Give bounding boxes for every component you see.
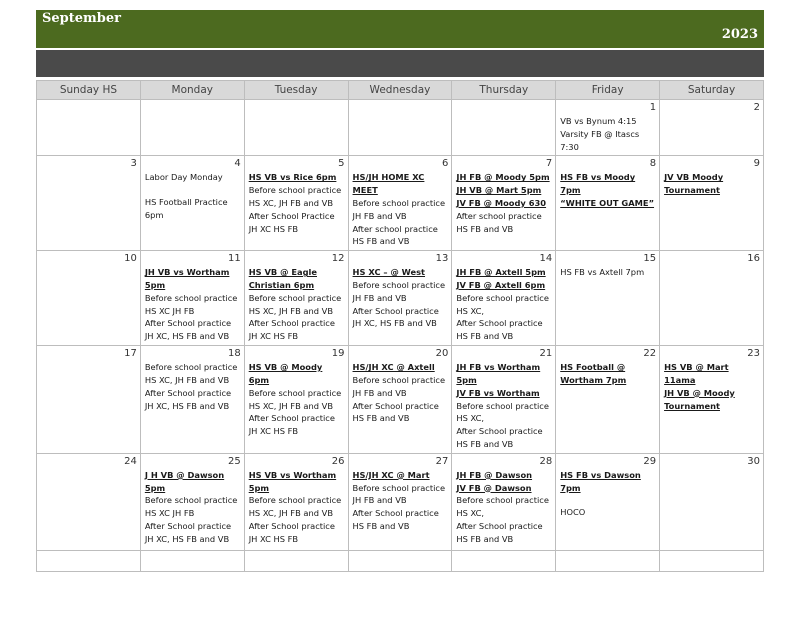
event-text: HS XC – @ West <box>352 267 426 278</box>
event-text: JH XC HS FB <box>248 223 299 234</box>
event-text: HS FB and VB <box>352 413 410 424</box>
event-text: After school practice <box>352 223 438 234</box>
event-text: JH FB and VB <box>352 210 407 221</box>
day-number: 25 <box>227 455 241 467</box>
event-text: Before school practice <box>144 495 238 506</box>
event-text: JH VB vs Wortham 5pm <box>144 267 230 290</box>
event-text: Before school practice <box>352 374 446 385</box>
day-number: 3 <box>130 158 137 170</box>
day-number: 9 <box>753 158 760 170</box>
day-cell <box>556 251 660 346</box>
day-cell <box>348 346 452 454</box>
year-title: 2023 <box>721 27 758 42</box>
event-text: HS XC, JH FB and VB <box>248 305 334 316</box>
event-text: JH XC HS FB <box>248 331 299 342</box>
event-text: JH FB and VB <box>352 387 407 398</box>
event-text: After School practice <box>456 520 543 531</box>
event-text: HS XC, <box>456 508 485 519</box>
week-row <box>37 100 764 156</box>
calendar-sub-band <box>36 50 764 77</box>
day-number: 12 <box>331 253 345 265</box>
day-number: 22 <box>643 348 657 360</box>
event-text: Before school practice <box>456 400 549 411</box>
weekday-header: Sunday HS <box>37 81 141 100</box>
event-text: Before school practice <box>144 362 238 373</box>
day-cell <box>244 100 348 156</box>
event-text: HS VB @ Mart 11ama <box>664 362 729 385</box>
event-text: JH FB @ Axtell 5pm <box>456 267 546 278</box>
day-cell <box>244 550 348 571</box>
event-text: HS VB vs Wortham 5pm <box>248 469 337 493</box>
event-text: HS VB @ Eagle Christian 6pm <box>248 267 317 290</box>
day-cell <box>452 100 556 156</box>
event-text: JH FB @ Moody 5pm <box>456 172 550 183</box>
event-text: Before school practice <box>144 292 238 303</box>
day-cell <box>140 100 244 156</box>
event-text: Before school practice <box>248 185 342 196</box>
event-text: JH FB and VB <box>352 292 407 303</box>
event-text: HOCO <box>560 507 586 518</box>
day-number: 1 <box>649 102 657 113</box>
event-text: JH FB vs Wortham 5pm <box>456 362 541 385</box>
event-text: HS VB vs Rice 6pm <box>248 172 337 183</box>
event-text: After School practice <box>352 508 439 519</box>
day-number: 14 <box>539 253 553 265</box>
event-text: HS XC, JH FB and VB <box>144 374 230 385</box>
event-text: HS/JH XC @ Mart <box>352 469 430 480</box>
event-text: JH FB @ Dawson <box>456 469 533 480</box>
event-text: JH XC, HS FB and VB <box>144 400 230 411</box>
event-text: Before school practice <box>352 197 446 208</box>
day-cell <box>556 550 660 571</box>
calendar-header-band <box>36 10 764 48</box>
week-row <box>37 346 764 454</box>
calendar-grid <box>36 80 764 572</box>
event-text: HS FB and VB <box>352 520 410 531</box>
event-text: HS FB vs Dawson 7pm <box>560 469 641 493</box>
day-cell <box>37 156 141 251</box>
event-text: HS XC, JH FB and VB <box>248 400 334 411</box>
event-text: After School practice <box>144 387 232 398</box>
day-cell <box>244 346 348 454</box>
day-number: 8 <box>649 158 657 170</box>
day-number <box>456 553 552 565</box>
event-text: HS FB and VB <box>456 223 514 234</box>
day-number: 27 <box>435 455 449 467</box>
event-text: After School practice <box>456 318 543 329</box>
weekday-header: Friday <box>556 81 660 100</box>
event-text: After School Practice <box>248 210 335 221</box>
event-text: JV FB vs Wortham <box>456 387 540 398</box>
day-cell <box>452 453 556 550</box>
day-number: 2 <box>753 102 760 113</box>
event-text: HS FB and VB <box>456 331 514 342</box>
day-number: 13 <box>435 253 449 265</box>
week-row <box>37 156 764 251</box>
day-cell <box>556 100 660 156</box>
day-cell <box>140 453 244 550</box>
event-text: HS XC, <box>456 305 485 316</box>
event-text: JV VB Moody Tournament <box>664 172 724 196</box>
event-text: VB vs Bynum 4:15 <box>560 116 637 126</box>
day-number <box>145 553 241 565</box>
event-text: JV FB @ Axtell 6pm <box>456 279 546 290</box>
day-cell <box>348 550 452 571</box>
event-text: Before school practice <box>456 495 549 506</box>
event-text: Before school practice <box>248 292 342 303</box>
day-cell <box>660 346 764 454</box>
event-text: After School practice <box>248 413 335 424</box>
day-cell <box>556 346 660 454</box>
day-number: 20 <box>435 348 449 360</box>
day-number <box>145 102 241 114</box>
day-number: 5 <box>338 158 345 170</box>
day-number <box>249 553 345 565</box>
day-number: 18 <box>227 348 241 360</box>
event-text: JV FB @ Moody 630 <box>456 197 547 208</box>
weekday-header: Tuesday <box>244 81 348 100</box>
event-text: JH XC, HS FB and VB <box>352 318 437 329</box>
day-number <box>41 102 137 114</box>
event-text: After School practice <box>352 305 439 316</box>
day-number: 23 <box>747 348 760 360</box>
day-number <box>456 102 552 114</box>
month-title: September <box>42 11 121 26</box>
day-cell <box>348 100 452 156</box>
day-cell <box>348 453 452 550</box>
weekday-header-row <box>37 81 764 100</box>
day-cell <box>140 550 244 571</box>
event-text: HS XC JH FB <box>144 508 195 519</box>
event-text: HS Football Practice 6pm <box>144 197 228 220</box>
day-cell <box>660 453 764 550</box>
event-text: HS FB vs Axtell 7pm <box>560 267 645 278</box>
event-text: JH XC, HS FB and VB <box>144 533 230 544</box>
day-number: 26 <box>331 455 345 467</box>
event-text: JH XC, HS FB and VB <box>144 331 230 342</box>
event-text: JH FB and VB <box>352 495 407 506</box>
day-cell <box>37 346 141 454</box>
event-text: After School practice <box>144 318 232 329</box>
week-row <box>37 453 764 550</box>
day-number: 19 <box>331 348 345 360</box>
event-text: JH XC HS FB <box>248 426 299 437</box>
event-text: JV FB @ Dawson <box>456 482 532 493</box>
day-number: 30 <box>747 455 760 467</box>
event-text: J H VB @ Dawson 5pm <box>144 469 225 493</box>
day-number: 24 <box>124 455 137 467</box>
day-cell <box>452 346 556 454</box>
event-text: After school practice <box>456 210 542 221</box>
event-text: Before school practice <box>248 495 342 506</box>
event-text: After School practice <box>248 318 335 329</box>
event-text: Before school practice <box>456 292 549 303</box>
event-text: After School practice <box>352 400 439 411</box>
day-cell <box>244 156 348 251</box>
day-cell <box>140 251 244 346</box>
day-cell <box>244 453 348 550</box>
day-number: 21 <box>539 348 553 360</box>
event-text: HS FB and VB <box>456 533 514 544</box>
day-cell <box>556 453 660 550</box>
day-number: 4 <box>234 158 241 170</box>
event-text: Before school practice <box>352 279 446 290</box>
day-cell <box>452 156 556 251</box>
day-number: 17 <box>124 348 137 360</box>
day-cell <box>37 550 141 571</box>
day-number: 7 <box>545 158 553 170</box>
day-cell <box>556 156 660 251</box>
day-number: 28 <box>539 455 553 467</box>
day-number <box>664 553 760 565</box>
day-cell <box>452 251 556 346</box>
event-text: HS XC JH FB <box>144 305 195 316</box>
day-cell <box>37 251 141 346</box>
day-number: 11 <box>227 253 241 265</box>
day-cell <box>660 100 764 156</box>
event-text: HS Football @ Wortham 7pm <box>560 362 627 385</box>
event-text: HS VB @ Moody 6pm <box>248 362 323 385</box>
day-cell <box>660 550 764 571</box>
day-cell <box>452 550 556 571</box>
event-text: After School practice <box>144 520 232 531</box>
event-text: HS FB and VB <box>352 236 410 247</box>
day-number <box>249 102 345 114</box>
event-text: After School practice <box>248 520 335 531</box>
weekday-header: Wednesday <box>348 81 452 100</box>
day-cell <box>140 346 244 454</box>
day-number <box>353 102 449 114</box>
day-number <box>353 553 449 565</box>
event-text: JH VB @ Moody Tournament <box>664 387 735 411</box>
day-cell <box>37 100 141 156</box>
event-text: Varsity FB @ Itascs 7:30 <box>560 128 640 152</box>
day-number: 29 <box>643 455 657 467</box>
event-text: HS/JH XC @ Axtell <box>352 362 435 373</box>
day-number: 10 <box>124 253 137 265</box>
event-text: HS/JH HOME XC MEET <box>352 172 425 196</box>
event-text: HS XC, <box>456 413 485 424</box>
event-text: After School practice <box>456 426 543 437</box>
event-text: HS XC, JH FB and VB <box>248 508 334 519</box>
day-cell <box>660 251 764 346</box>
day-number: 16 <box>747 253 760 265</box>
day-cell <box>348 156 452 251</box>
week-row <box>37 251 764 346</box>
day-cell <box>348 251 452 346</box>
weekday-header: Monday <box>140 81 244 100</box>
event-text: JH XC HS FB <box>248 533 299 544</box>
event-text: JH VB @ Mart 5pm <box>456 185 542 196</box>
calendar-body <box>37 100 764 572</box>
day-cell <box>37 453 141 550</box>
day-number <box>560 553 656 565</box>
event-text: Before school practice <box>248 387 342 398</box>
day-cell <box>244 251 348 346</box>
day-number: 6 <box>442 158 449 170</box>
day-cell <box>140 156 244 251</box>
day-number <box>41 553 137 565</box>
day-number: 15 <box>643 253 657 265</box>
event-text: HS FB and VB <box>456 438 514 449</box>
event-text: HS XC, JH FB and VB <box>248 197 334 208</box>
event-text: “WHITE OUT GAME” <box>560 197 655 208</box>
weekday-header: Saturday <box>660 81 764 100</box>
event-text: Before school practice <box>352 482 446 493</box>
week-row <box>37 550 764 571</box>
event-text: HS FB vs Moody 7pm <box>560 172 636 196</box>
day-cell <box>660 156 764 251</box>
weekday-header: Thursday <box>452 81 556 100</box>
event-text: Labor Day Monday <box>144 172 223 183</box>
